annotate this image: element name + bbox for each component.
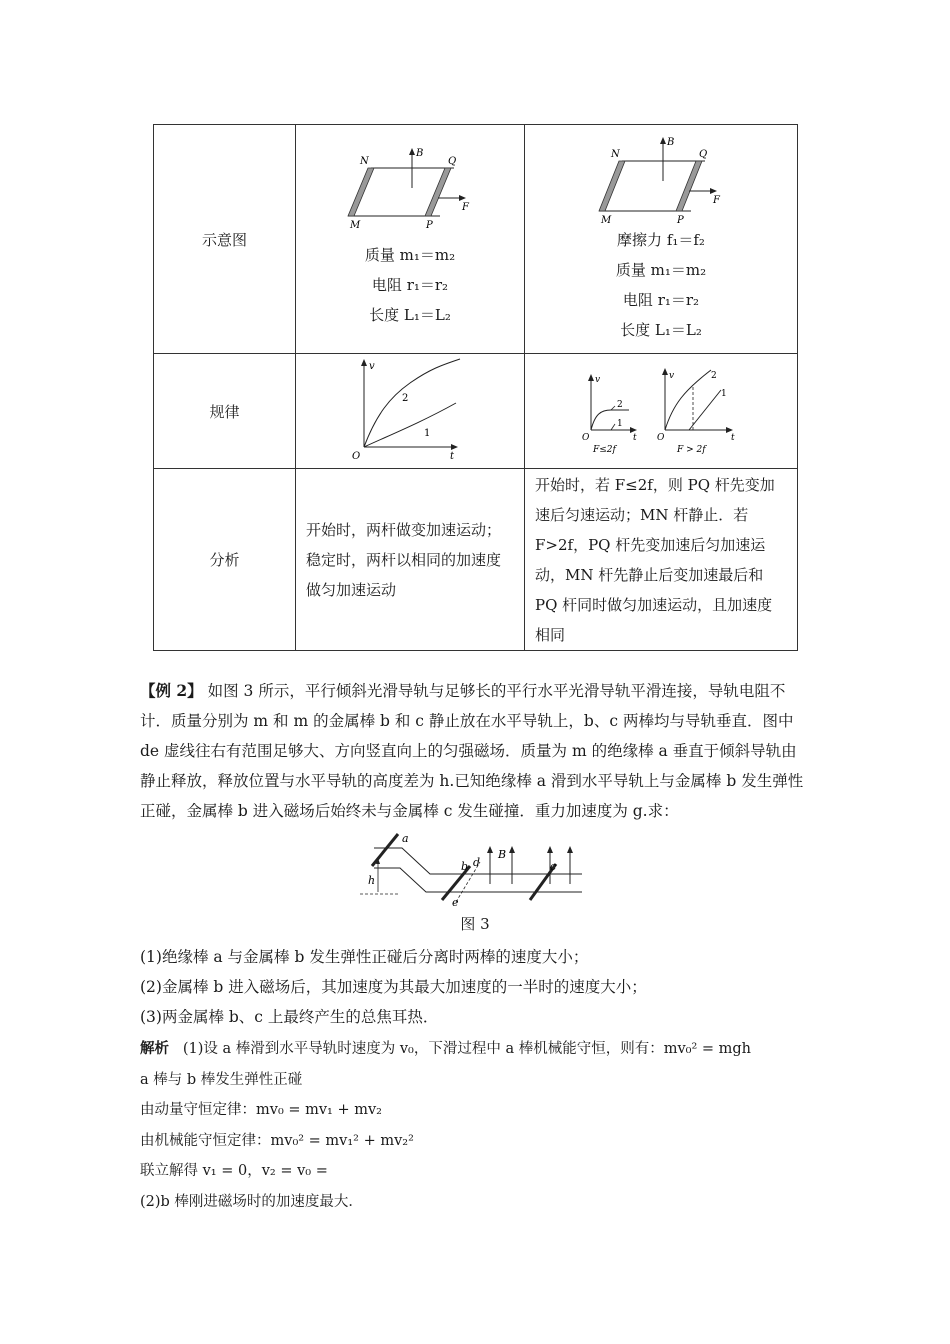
solution-line: a 棒与 b 棒发生弹性正碰 (140, 1071, 303, 1088)
rail-diagram-left (330, 148, 490, 240)
question-item: (3)两金属棒 b、c 上最终产生的总焦耳热． (140, 1008, 439, 1026)
curve-label-1: 1 (424, 428, 431, 439)
rod-mn (599, 161, 625, 211)
curve-label-1: 1 (721, 389, 727, 399)
curve-label-1: 1 (617, 419, 623, 429)
condition-line: 质量 m₁＝m₂ (364, 246, 456, 264)
curve-2 (364, 359, 460, 447)
comparison-table (153, 124, 798, 651)
case-label-small-f: F≤2f (593, 445, 616, 455)
example-paragraph (140, 676, 810, 826)
solution (140, 1034, 810, 1217)
question-item: (2)金属棒 b 进入磁场后，其加速度为其最大加速度的一半时的速度大小； (140, 978, 647, 996)
condition-line: 摩擦力 f₁＝f₂ (617, 231, 705, 249)
label-f: F (713, 195, 720, 206)
fig-label-e: e (452, 896, 459, 908)
solution-line: (1)设 a 棒滑到水平导轨时速度为 v₀，下滑过程中 a 棒机械能守恒，则有：mv₀² = mgh (182, 1041, 752, 1057)
fig-label-c: c (550, 860, 557, 873)
analysis-left: 开始时，两杆做变加速运动；稳定时，两杆以相同的加速度做匀加速运动 (296, 469, 525, 651)
label-p: P (426, 220, 433, 231)
solution-line: 由机械能守恒定律：mv₀² = mv₁² + mv₂² (140, 1132, 414, 1149)
example-tag: 【例 2】 (140, 681, 203, 700)
curve-1 (364, 403, 456, 447)
axis-t-label: t (633, 433, 637, 443)
row-header-law: 规律 (154, 354, 296, 469)
table-row (154, 469, 798, 651)
graph-cell-right (525, 354, 798, 469)
solution-tag: 解析 (140, 1040, 169, 1057)
axis-v-label: v (595, 375, 601, 385)
row-header-diagram: 示意图 (154, 125, 296, 354)
question-list (140, 942, 810, 1032)
condition-line: 长度 L₁＝L₂ (369, 306, 451, 324)
axis-v-label: v (369, 361, 375, 372)
figure-caption: 图 3 (460, 915, 490, 933)
axis-t-label: t (450, 451, 455, 462)
condition-line: 长度 L₁＝L₂ (620, 321, 702, 339)
label-f: F (462, 202, 469, 213)
figure-3 (360, 828, 590, 908)
origin-label: O (582, 433, 590, 443)
rod-pq (676, 161, 702, 211)
label-m: M (601, 215, 612, 225)
rod-pq (425, 168, 451, 216)
rod-a (372, 834, 398, 866)
row-header-analysis: 分析 (154, 469, 296, 651)
fig-label-b: b (461, 860, 469, 873)
fig-label-d: d (473, 856, 481, 869)
condition-line: 电阻 r₁＝r₂ (622, 291, 700, 309)
label-q: Q (448, 156, 457, 167)
label-p: P (677, 215, 684, 225)
label-b: B (667, 137, 675, 148)
fig-label-b-field: B (498, 848, 507, 861)
solution-line: 由动量守恒定律：mv₀ = mv₁ + mv₂ (140, 1102, 382, 1118)
label-n: N (360, 156, 369, 167)
label-b: B (416, 148, 424, 159)
vt-graph-left (350, 357, 470, 465)
table-row (154, 354, 798, 469)
table-row (154, 125, 798, 354)
fig-label-h: h (368, 874, 376, 887)
solution-line: (2)b 棒刚进磁场时的加速度最大． (140, 1193, 363, 1210)
label-m: M (350, 220, 361, 231)
analysis-right: 开始时，若 F≤2f，则 PQ 杆先变加速后匀速运动；MN 杆静止．若 F>2f，PQ 杆先变加速后匀加速运动，MN 杆先静止后变加速最后和 PQ 杆同时做匀加速运动，且加速度相同 (525, 469, 798, 651)
axis-t-label: t (731, 433, 735, 443)
vt-graph-right (581, 366, 741, 456)
label-q: Q (699, 149, 708, 160)
origin-label: O (352, 451, 361, 462)
example-text: 如图 3 所示，平行倾斜光滑导轨与足够长的平行水平光滑导轨平滑连接，导轨电阻不计．质量分别为 m 和 m 的金属棒 b 和 c 静止放在水平导轨上，b、c 两棒均与导轨垂直．图中 de 虚线往右有范围足够大、方向竖直向上的匀强磁场．质量为 m 的绝缘棒 a 垂直于倾斜导轨由静止释放，释放位置与水平导轨的高度差为 h.已知绝缘棒 a 滑到水平导轨上与金属棒 b 发生弹性正碰，金属棒 b 进入磁场后始终未与金属棒 c 发生碰撞．重力加速度为 g.求： (140, 682, 804, 820)
curve-label-2: 2 (617, 400, 623, 410)
case-label-large-f: F > 2f (677, 445, 706, 455)
diagram-cell-left (296, 125, 525, 354)
question-item: (1)绝缘棒 a 与金属棒 b 发生弹性正碰后分离时两棒的速度大小； (140, 948, 589, 966)
rod-mn (348, 168, 374, 216)
label-n: N (611, 149, 620, 160)
curve-label-2: 2 (711, 371, 717, 381)
condition-line: 电阻 r₁＝r₂ (371, 276, 449, 294)
curve-label-2: 2 (402, 393, 409, 404)
graph-cell-left (296, 354, 525, 469)
solution-line: 联立解得 v₁ = 0，v₂ = v₀ = (140, 1163, 328, 1179)
fig-label-a: a (402, 832, 409, 845)
origin-label: O (657, 433, 665, 443)
condition-line: 质量 m₁＝m₂ (615, 261, 707, 279)
axis-v-label: v (669, 371, 675, 381)
diagram-cell-right (525, 125, 798, 354)
rail-diagram-right (581, 133, 741, 225)
